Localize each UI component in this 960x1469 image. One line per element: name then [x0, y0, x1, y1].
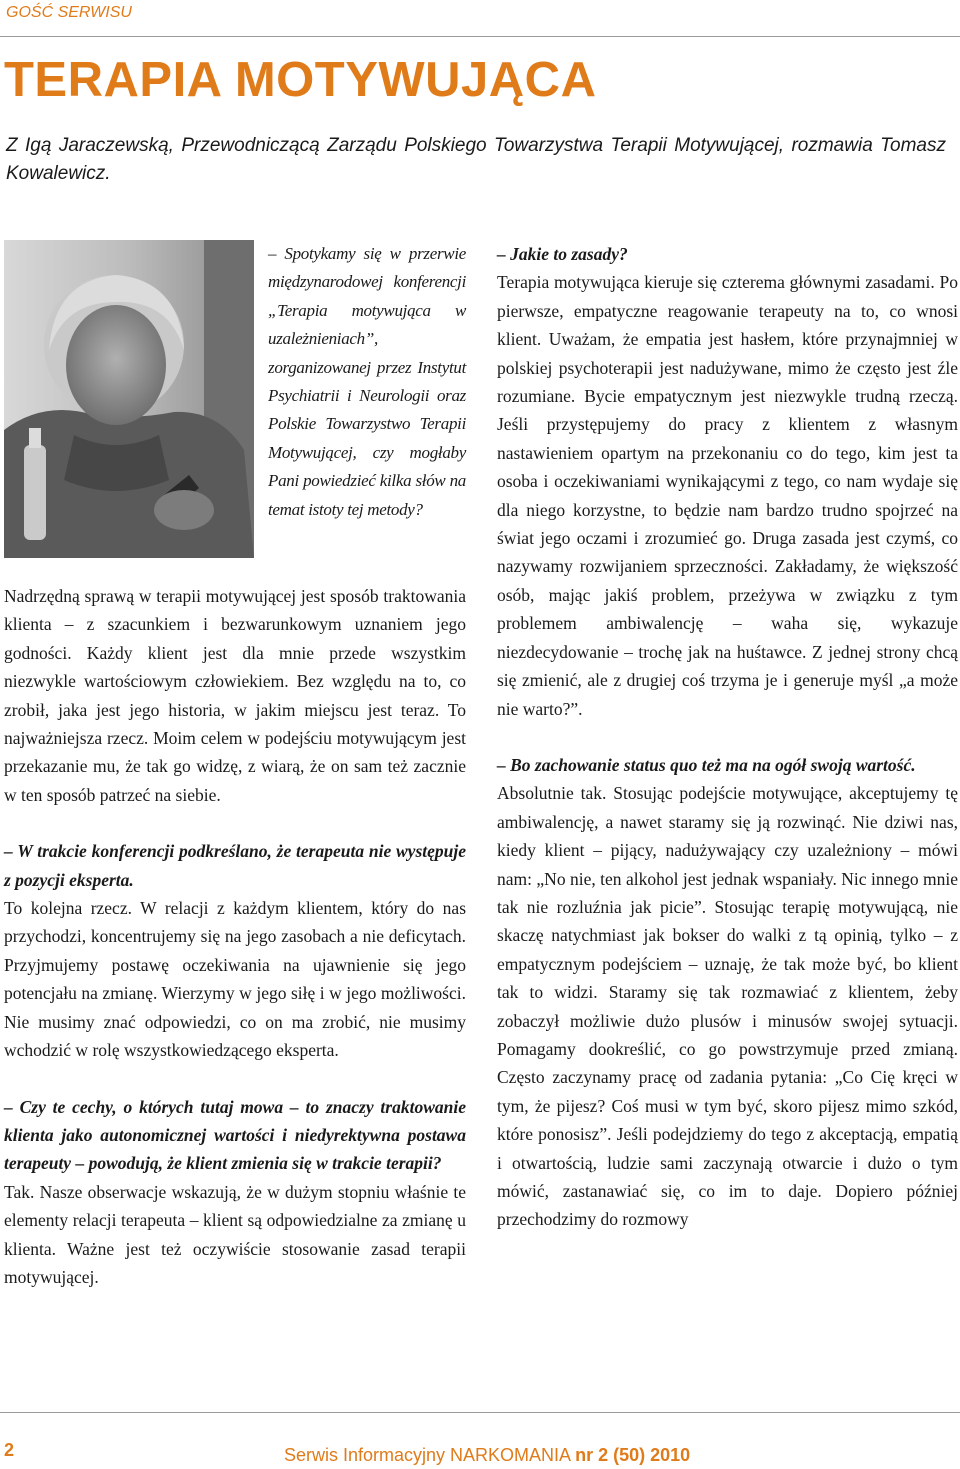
- issue-number: nr 2 (50) 2010: [575, 1445, 691, 1465]
- answer-3: Tak. Nasze obserwacje wskazują, że w dużym stopniu właśnie te elementy relacji terapeuta – klient są odpowiedzialne za zmianę u klienta. Ważne jest też oczywiście stosowanie zasad terapii motywującej.: [4, 1181, 466, 1287]
- answer-4: Terapia motywująca kieruje się czterema głównymi zasadami. Po pierwsze, empatyczne reagowanie terapeuty na to, co wnosi klient. Uważam, że empatia jest hasłem, które przynajmniej w polskiej psychoterapii jest nadużywane, mimo że często jest źle rozumiane. Bycie empatycznym jest niezwykle trudną rzeczą. Jeśli przystępujemy do pracy z klientem z własnym nastawieniem opartym na przekonaniu co do tego, kim jest ta osoba i oczekiwaniami wynikającymi z tego, co nam wydaje się dla niego korzystne, to będzie nam bardzo trudno spojrzeć na świat jego oczami i zrozumieć go. Druga zasada jest czymś, co nazywamy rozwijaniem sprzeczności. Zakładamy, że większość osób, mając jakiś problem, przeżywa w związku z tym problemem ambiwalencję – waha się, wykazuje niezdecydowanie – trochę jak na huśtawce. Z jednej strony chcą się zmienić, ale z drugiej coś trzyma je i generuje myśl „a może nie warto?”.: [497, 272, 958, 719]
- page-number: 2: [4, 1440, 15, 1460]
- article-intro: Z Igą Jaraczewską, Przewodniczącą Zarządu Polskiego Towarzystwa Terapii Motywującej, rozmawia Tomasz Kowalewicz.: [6, 135, 946, 184]
- footer-divider: [0, 1412, 960, 1413]
- answer-5: Absolutnie tak. Stosując podejście motywujące, akceptujemy tę ambiwalencję, a nawet staramy się ją rozwinąć. Nie dziwi nas, kiedy klient – pijący, nadużywający czy uzależniony – mówi nam: „No nie, ten alkohol jest jednak wspaniały. Nic innego mnie tak nie rozluźnia jak picie”. Stosując terapię motywującą, nie skaczę natychmiast jak bokser do walki z tą opinią, tylko – z empatycznym podejściem – uznaję, że tak może być, bo klient tak to widzi. Staramy się tak rozmawiać z klientem, żeby zobaczył możliwie dużo plusów i minusów swojej sytuacji. Pomagamy dookreślić, co go powstrzymuje przed zmianą. Często zaczynamy pracę od zadania pytania: „Co Cię kręci w tym, że pijesz? Coś musi w tym być, skoro pijesz mimo szkód, które ponosisz”. Jeśli podejdziemy do tego z akceptacją, empatią i otwartością, ludzie sami zaczynają otwarcie i dużo o tym mówić, zastanawiać się, co im to daje. Dopiero później przechodzimy do rozmowy: [497, 783, 958, 1230]
- question-2: – W trakcie konferencji podkreślano, że terapeuta nie występuje z pozycji eksperta.: [4, 841, 466, 890]
- footer-publication: [284, 1445, 690, 1466]
- interviewee-photo: [4, 240, 254, 558]
- left-column: [4, 582, 466, 1291]
- answer-2: To kolejna rzecz. W relacji z każdym klientem, który do nas przychodzi, koncentrujemy się na jego zasobach a nie deficytach. Przyjmujemy postawę oczekiwania na ujawnienie się jego potencjału na zmianę. Wierzymy w jego siłę i w jego możliwości. Nie musimy znać odpowiedzi, co on ma zrobić, nie musimy wchodzić w rolę wszystkowiedzącego eksperta.: [4, 898, 466, 1061]
- question-1-text: – Spotykamy się w przerwie międzynarodowej konferencji „Terapia motywująca w uzależnieniach”, zorganizowanej przez Instytut Psychiatrii i Neurologii oraz Polskie Towarzystwo Terapii Motywującej, czy mogłaby Pani powiedzieć kilka słów na temat istoty tej metody?: [268, 244, 466, 519]
- question-1: [268, 240, 466, 524]
- article-title: TERAPIA MOTYWUJĄCA: [4, 53, 597, 107]
- portrait-image: [4, 240, 254, 558]
- right-column: [497, 240, 958, 1234]
- publication-name: Serwis Informacyjny NARKOMANIA: [284, 1445, 571, 1465]
- header-divider: [0, 36, 960, 37]
- question-3: – Czy te cechy, o których tutaj mowa – to znaczy traktowanie klienta jako autonomicznej wartości i niedyrektywna postawa terapeuty – powodują, że klient zmienia się w trakcie terapii?: [4, 1096, 466, 1174]
- section-label: GOŚĆ SERWISU: [6, 4, 132, 21]
- question-5: – Bo zachowanie status quo też ma na ogół swoją wartość.: [497, 754, 916, 775]
- question-4: – Jakie to zasady?: [497, 244, 628, 264]
- answer-1: Nadrzędną sprawą w terapii motywującej jest sposób traktowania klienta – z szacunkiem i bezwarunkowym uznaniem jego godności. Każdy klient jest dla mnie przede wszystkim niezwykle wartościowym człowiekiem. Bez względu na to, co zrobił, jaka jest jego historia, w jakim miejscu jest teraz. To najważniejsza rzecz. Moim celem w podejściu motywującym jest przekazanie mu, że tak go widzę, z wiarą, że on sam też zacznie w ten sposób patrzeć na siebie.: [4, 586, 466, 805]
